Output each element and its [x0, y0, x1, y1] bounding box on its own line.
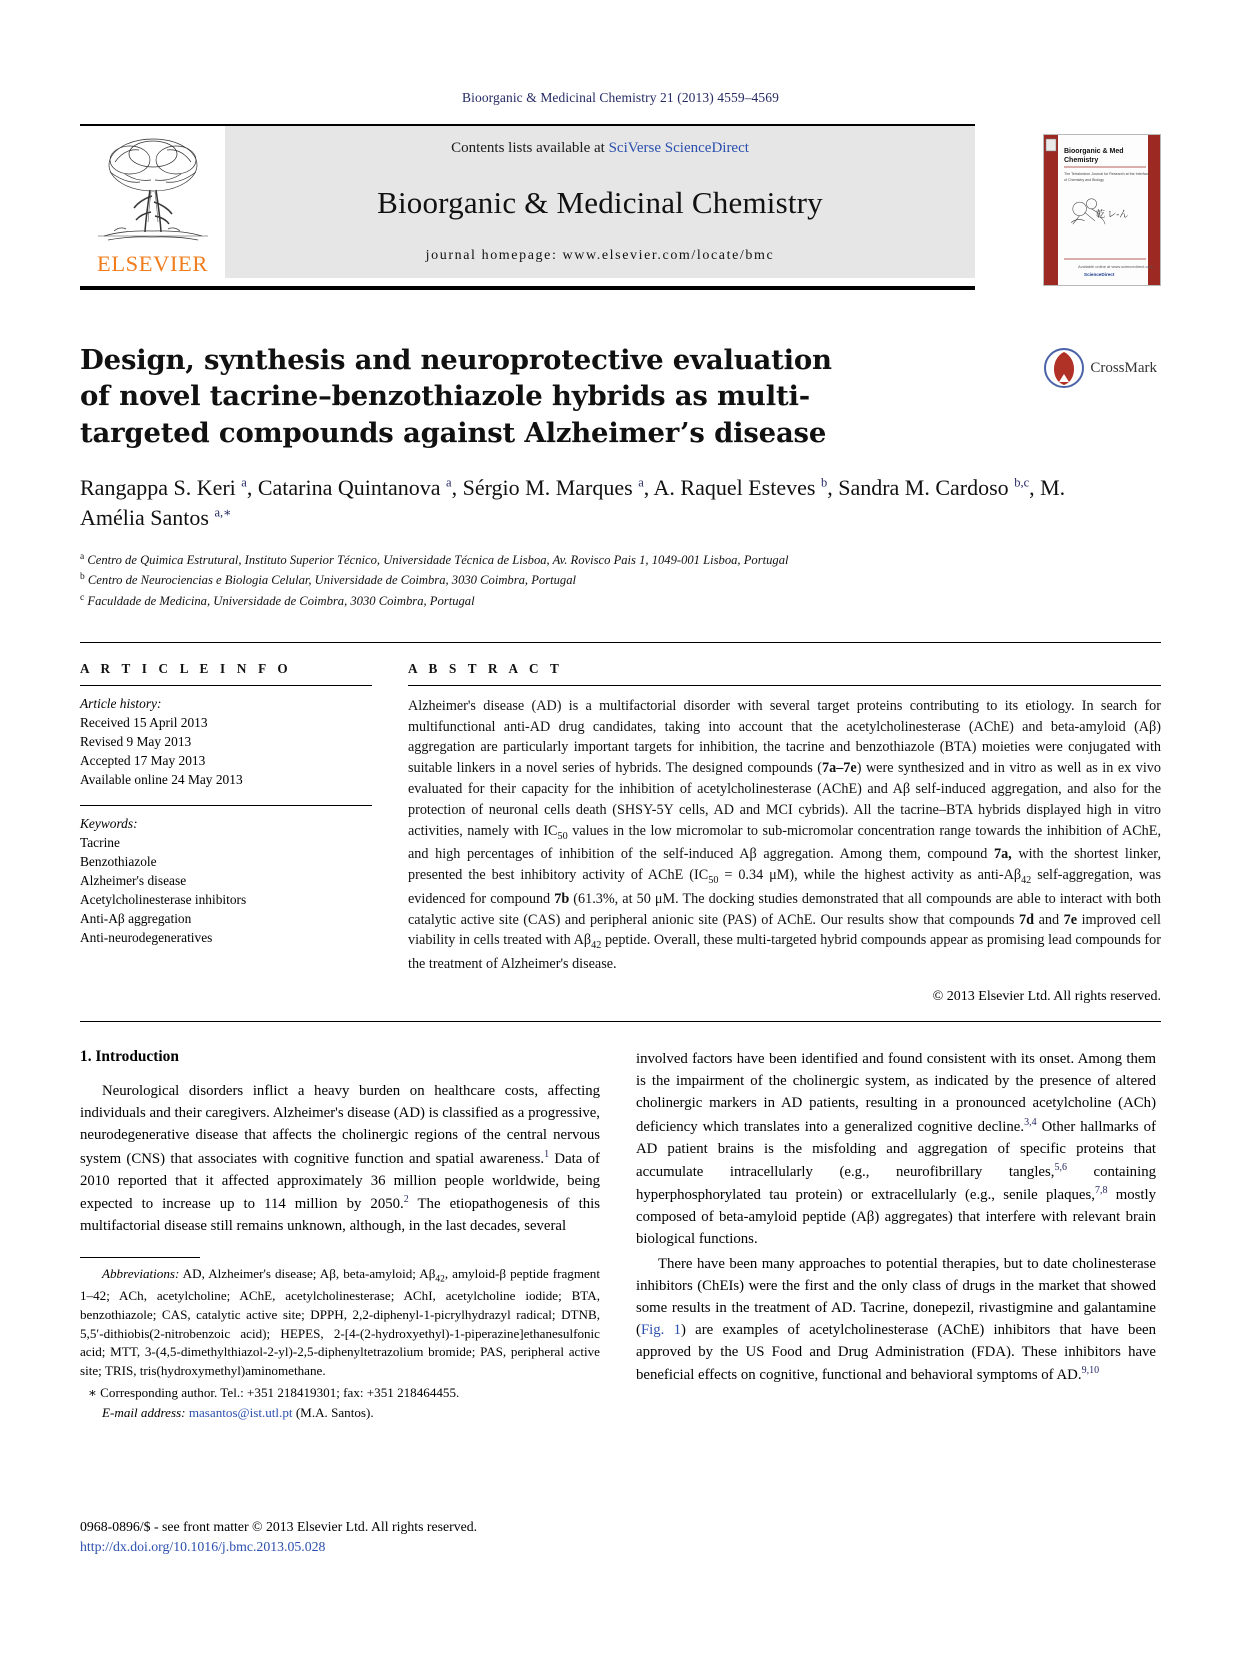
article-info-heading: A R T I C L E I N F O: [80, 660, 292, 676]
article-history: [80, 686, 372, 789]
affiliation-text-b: Centro de Neurociencias e Biologia Celular, Universidade de Coimbra, 3030 Coimbra, Portugal: [87, 573, 576, 588]
masthead-inner: [80, 126, 975, 278]
article-history-label: Article history:: [80, 695, 162, 711]
running-head: Bioorganic & Medicinal Chemistry 21 (2013) 4559–4569: [462, 90, 779, 105]
affiliation-c: [80, 591, 1161, 612]
history-item: Accepted 17 May 2013: [80, 752, 206, 768]
journal-title: Bioorganic & Medicinal Chemistry: [377, 184, 823, 220]
title-block: [80, 342, 1161, 612]
crossmark-icon: [1044, 348, 1084, 388]
journal-band: [225, 126, 975, 278]
elsevier-logo: [80, 126, 225, 278]
abstract-column: [408, 643, 1161, 1005]
affiliation-text-a: Centro de Quimica Estrutural, Instituto Superior Técnico, Universidade Técnica de Lisboa, Av. Rovisco Pais 1, 1049-001 Lisboa, Portugal: [87, 552, 789, 567]
abstract-copyright: © 2013 Elsevier Ltd. All rights reserved.: [932, 989, 1161, 1005]
history-item: Available online 24 May 2013: [80, 771, 243, 787]
body-columns: [80, 1048, 1161, 1422]
affiliation-list: [80, 550, 1161, 612]
affiliation-text-c: Faculdade de Medicina, Universidade de Coimbra, 3030 Coimbra, Portugal: [87, 594, 475, 609]
intro-paragraph-left: Neurological disorders inflict a heavy burden on healthcare costs, affecting individuals and their caregivers. Alzheimer's disease (AD) is classified as a progressive, neurodegenerative disease that affects the cholinergic regions of the central nervous system (CNS) that associates with cognitive function and spatial awareness.$^1$ Data of 2010 reported that it affected approximately 36 million people worldwide, being expected to increase up to 114 million by 2050.$^2$ The etiopathogenesis of this multifactorial disease still remains unknown, although, in the last decades, several: [80, 1083, 600, 1235]
affiliation-marker-b: b: [80, 572, 85, 583]
sciencedirect-link[interactable]: SciVerse ScienceDirect: [608, 140, 749, 156]
email-footnote: [80, 1403, 600, 1423]
crossmark-badge[interactable]: [1044, 348, 1157, 388]
affiliation-marker-a: a: [80, 551, 85, 562]
history-item: Received 15 April 2013: [80, 714, 208, 730]
footer-block: [80, 1517, 600, 1556]
abstract-text: Alzheimer's disease (AD) is a multifactorial disorder with several target proteins contributing to its etiology. In search for multifunctional anti-AD drug candidates, taking into account that the acetylcholinesterase (AChE) and beta-amyloid (Aβ) aggregation are particularly important targets for inhibition, the tacrine and benzothiazole (BTA) moieties were conjugated with suitable linkers in a novel series of hybrids. The designed compounds (7a–7e) were synthesized and in vitro as well as in ex vivo evaluated for their capacity for the inhibition of acetylcholinesterase (AChE) and Aβ self-induced aggregation, and also for the protection of neuronal cells death (SHSY-5Y cells, AD and MCI cybrids). All the tacrine–BTA hybrids displayed high in vitro activities, namely with $IC_{50}$ values in the low micromolar to sub-micromolar concentration range towards the inhibition of AChE, and high percentages of inhibition of the self-induced Aβ aggregation. Among them, compound 7a, with the shortest linker, presented the best inhibitory activity of AChE ($IC_{50} = 0.34$ μM), while the highest activity as anti-$A\beta_{42}$ self-aggregation, was evidenced for compound 7b (61.3%, at 50 μM. The docking studies demonstrated that all compounds are able to interact with both catalytic active site (CAS) and peripheral anionic site (PAS) of AChE. Our results show that compounds 7d and 7e improved cell viability in cells treated with $A\beta_{42}$ peptide. Overall, these multi-targeted hybrid compounds appear as promising lead compounds for the treatment of Alzheimer's disease.: [408, 697, 1162, 973]
elsevier-wordmark: ELSEVIER: [96, 251, 209, 276]
crossmark-label: CrossMark: [1090, 359, 1157, 376]
keyword-item: Tacrine: [80, 834, 120, 850]
keywords-block: [80, 805, 372, 947]
doi-line: [80, 1538, 600, 1556]
keyword-item: Benzothiazole: [80, 853, 157, 869]
affiliation-marker-c: c: [80, 593, 85, 604]
author-list: Rangappa S. Keri $^a$, Catarina Quintanova $^a$, Sérgio M. Marques $^a$, A. Raquel Esteves $^b$, Sandra M. Cardoso $^{b,c}$, M. Amélia Santos $^{a,∗}$: [80, 474, 1066, 531]
body-column-right: [636, 1048, 1156, 1422]
keyword-item: Alzheimer's disease: [80, 872, 187, 888]
history-item: Revised 9 May 2013: [80, 733, 192, 749]
email-suffix: (M.A. Santos).: [295, 1404, 374, 1420]
abstract-heading: A B S T R A C T: [408, 660, 563, 676]
body-column-left: [80, 1048, 600, 1422]
journal-masthead: [80, 124, 1161, 290]
footnotes-block: [80, 1257, 600, 1422]
doi-link[interactable]: http://dx.doi.org/10.1016/j.bmc.2013.05.028: [80, 1539, 326, 1554]
keyword-item: Anti-neurodegeneratives: [80, 930, 213, 946]
svg-text:乾 レ-ん: 乾 レ-ん: [1096, 209, 1129, 219]
contents-prefix: Contents lists available at: [451, 140, 609, 156]
svg-text:Bioorganic & Med: Bioorganic & Med: [1064, 148, 1124, 155]
keyword-item: Acetylcholinesterase inhibitors: [80, 892, 247, 907]
keywords-label: Keywords:: [80, 815, 138, 831]
cover-art: [1044, 135, 1160, 285]
affiliation-a: [80, 550, 1161, 571]
keyword-item: Anti-Aβ aggregation: [80, 911, 192, 927]
footnote-rule: [80, 1257, 200, 1258]
svg-text:Chemistry: Chemistry: [1064, 157, 1099, 164]
email-link[interactable]: masantos@ist.utl.pt: [188, 1404, 293, 1420]
section-title-introduction: 1. Introduction: [80, 1048, 179, 1066]
svg-text:of Chemistry and Biology: of Chemistry and Biology: [1064, 178, 1104, 182]
elsevier-tree-icon: [90, 132, 216, 250]
masthead-bottom-rule: [80, 286, 975, 290]
journal-cover-thumbnail: [1043, 134, 1161, 286]
corresponding-author-footnote: ∗ Corresponding author. Tel.: +351 218419301; fax: +351 218464455.: [88, 1384, 460, 1400]
article-info-column: [80, 643, 372, 1005]
info-abstract-region: [80, 642, 1161, 1005]
intro-paragraph-right-2: There have been many approaches to potential therapies, but to date cholinesterase inhibitors (ChEIs) were the first and the only class of drugs in the market that showed some results in the treatment of AD. Tacrine, donepezil, rivastigmine and galantamine (Fig. 1) are examples of acetylcholinesterase (AChE) inhibitors that have been approved by the US Food and Drug Administration (FDA). These inhibitors have beneficial effects on cognitive, functional and behavioral symptoms of AD.$^{9,10}$: [636, 1255, 1156, 1384]
issn-copyright-line: 0968-0896/$ - see front matter © 2013 Elsevier Ltd. All rights reserved.: [80, 1519, 478, 1535]
svg-text:Available online at www.scienc: Available online at www.sciencedirect.com: [1078, 264, 1154, 269]
journal-homepage: journal homepage: www.elsevier.com/locate/bmc: [425, 248, 775, 263]
contents-list-line: [451, 140, 749, 157]
page-title: Design, synthesis and neuroprotective evaluation of novel tacrine–benzothiazole hybrids as multi-targeted compounds against Alzheimer’s disease: [80, 344, 832, 449]
abbreviations-footnote: Abbreviations: AD, Alzheimer's disease; Aβ, beta-amyloid; $A\beta_{42}$, amyloid-β peptide fragment 1–42; ACh, acetylcholine; AChE, acetylcholinesterase; AChI, acetylcholine iodide; BTA, benzothiazole; CAS, catalytic active site; DPPH, 2,2-diphenyl-1-picrylhydrazyl radical; DTNB, 5,5′-dithiobis(2-nitrobenzoic acid); HEPES, 2-[4-(2-hydroxyethyl)-1-piperazine]ethanesulfonic acid; MTT, 3-(4,5-dimethylthiazol-2-yl)-2,5-diphenyltetrazolium bromide; PAS, peripheral active site; TRIS, tris(hydroxymethyl)aminomethane.: [80, 1266, 600, 1379]
intro-paragraph-right-1: involved factors have been identified and found consistent with its onset. Among them is the impairment of the cholinergic system, as indicated by the presence of altered cholinergic markers in AD patients, resulting in a pronounced acetylcholine (ACh) deficiency which translates into a generalized cognitive decline.$^{3,4}$ Other hallmarks of AD patient brains is the misfolding and aggregation of specific proteins that accumulate intracellularly (e.g., neurofibrillary tangles,$^{5,6}$ containing hyperphosphorylated tau protein) or extracellularly (e.g., senile plaques,$^{7,8}$ mostly composed of beta-amyloid peptide (Aβ) aggregates) that interfere with relevant brain biological functions.: [636, 1051, 1156, 1248]
affiliation-b: [80, 570, 1161, 591]
svg-text:The Tetrahedron Journal for Re: The Tetrahedron Journal for Research at the Interface: [1064, 172, 1150, 176]
abstract-bottom-rule: [80, 1021, 1161, 1022]
svg-text:ScienceDirect: ScienceDirect: [1084, 272, 1115, 277]
email-label: E-mail address:: [102, 1404, 186, 1420]
